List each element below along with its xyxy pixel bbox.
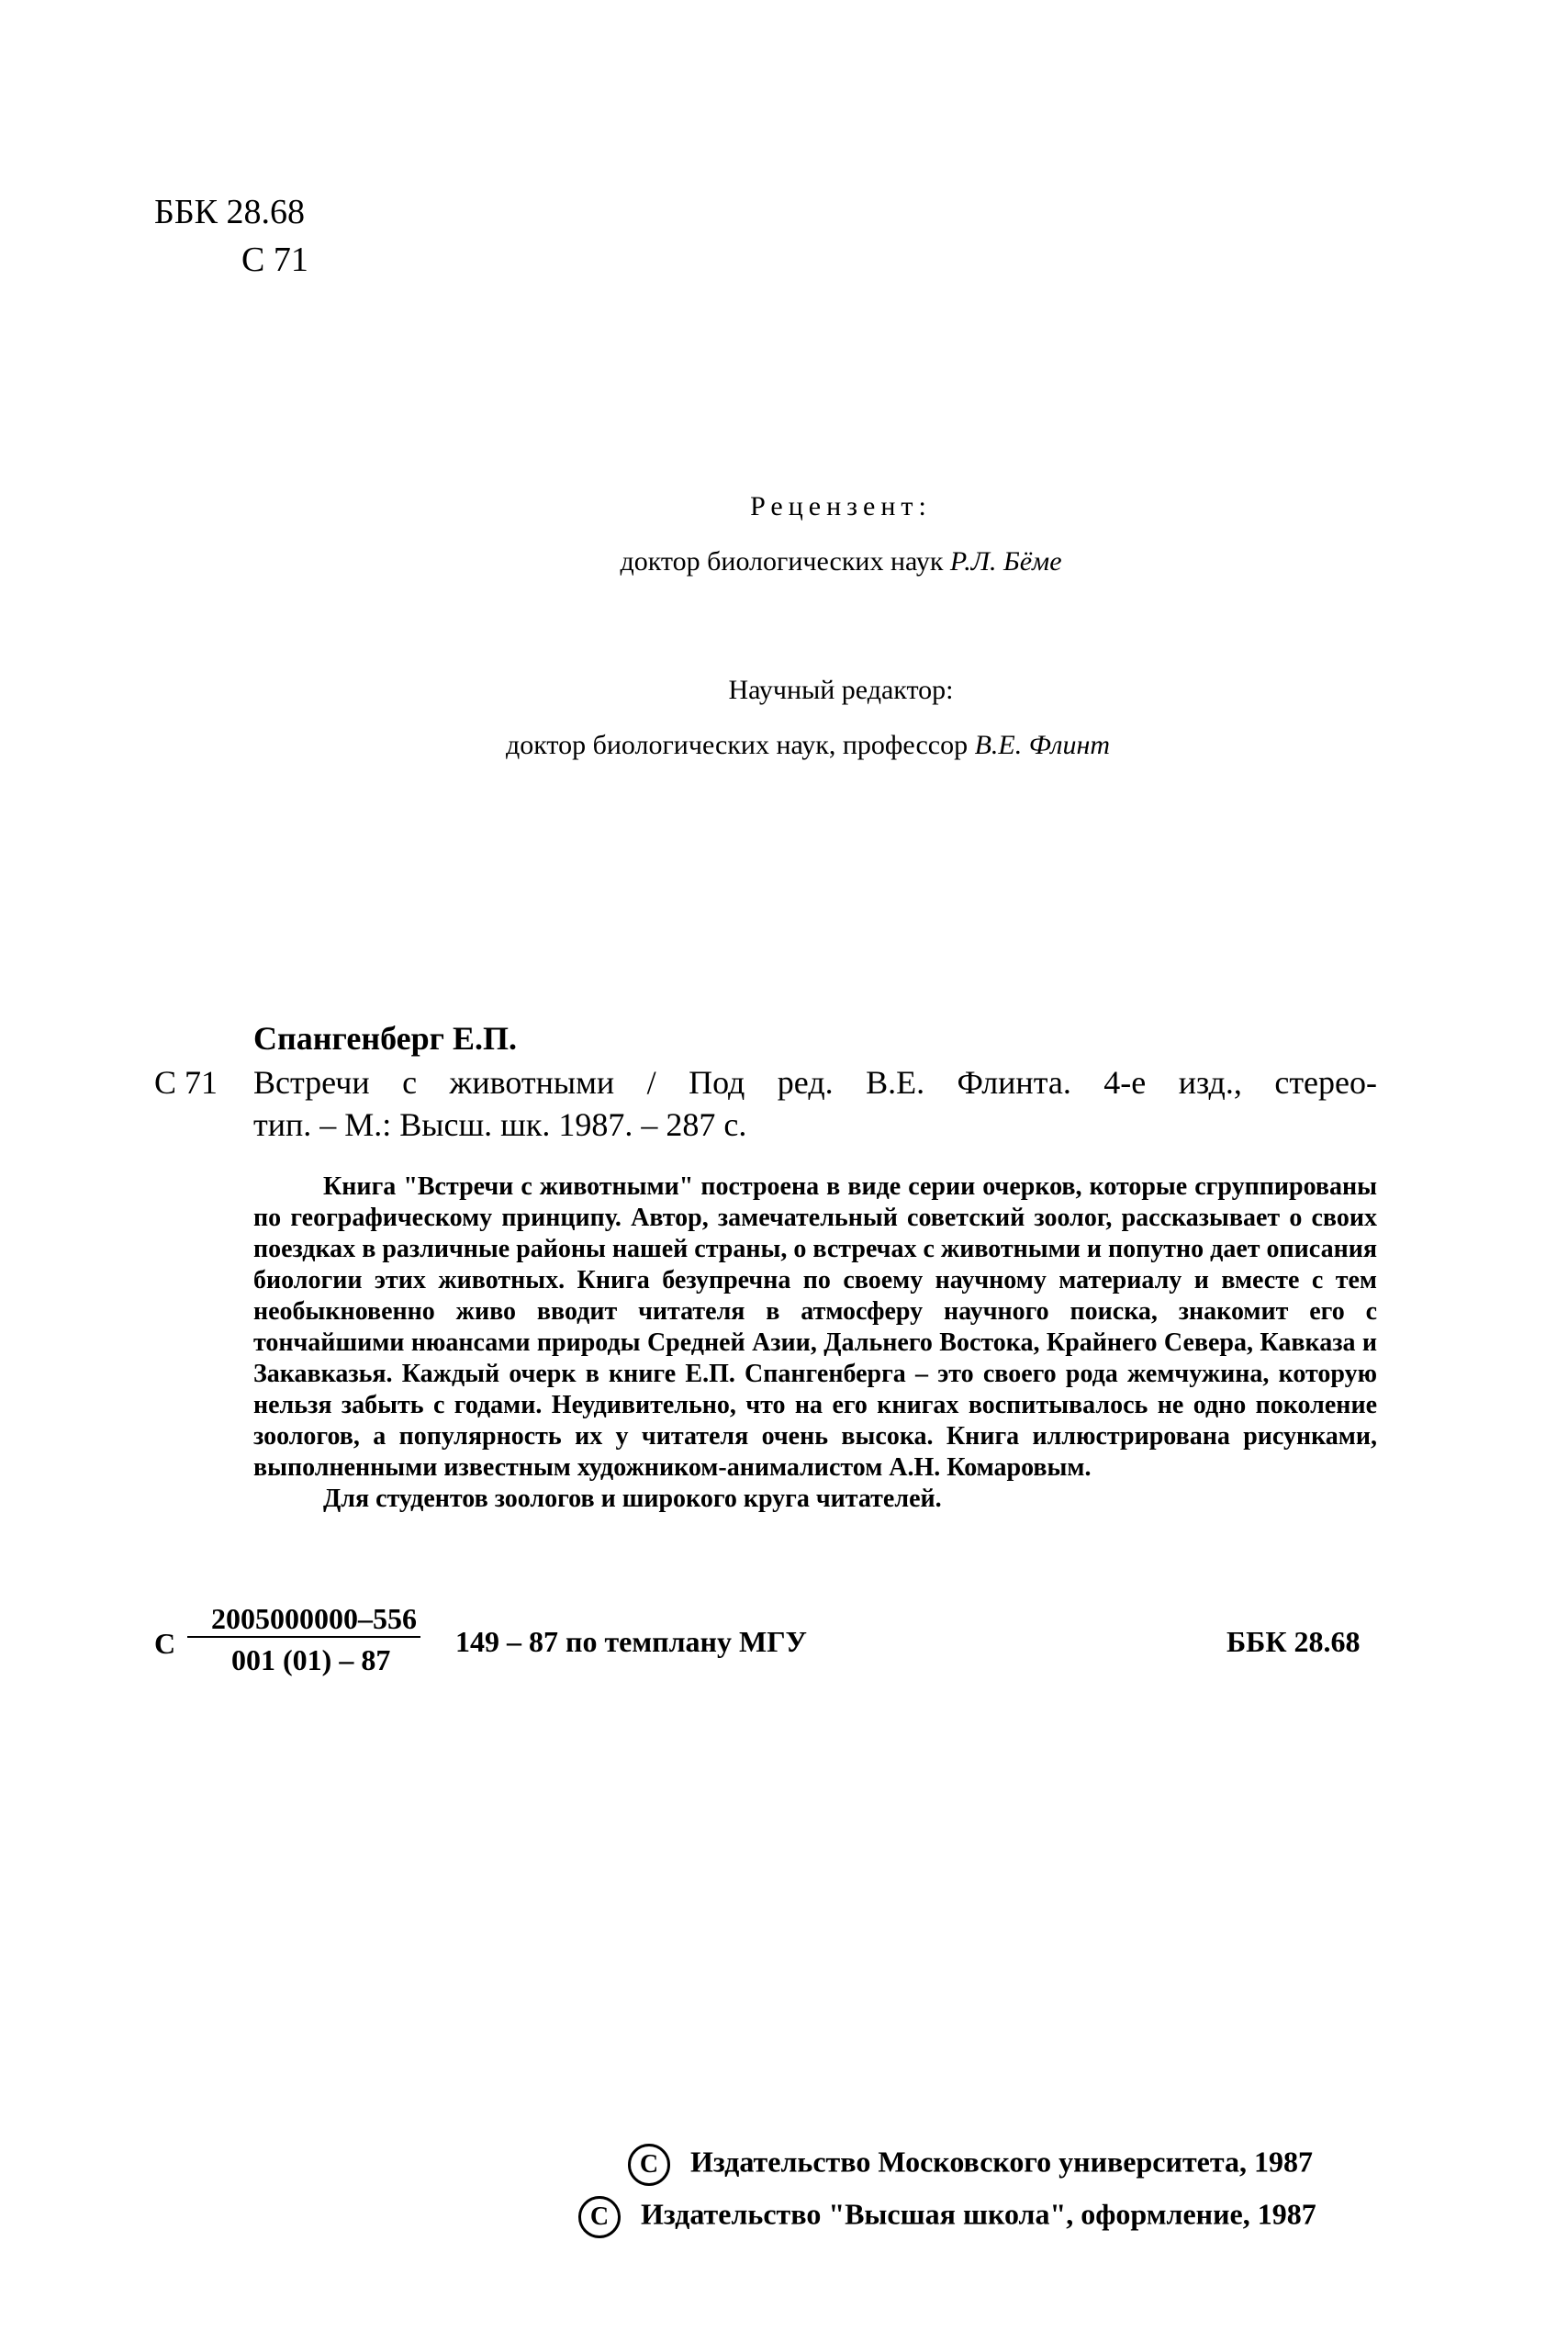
index-bbk: ББК 28.68 [1226,1625,1361,1658]
copyright-line-2 [578,2196,1316,2238]
catalog-author: Спангенберг Е.П. [253,1020,517,1057]
copyright-icon: C [578,2196,621,2238]
editor-degree: доктор биологических наук, профессор [505,730,969,760]
catalog-mark: С 71 [154,1064,218,1101]
index-fraction [187,1602,420,1677]
index-numerator: 2005000000–556 [187,1602,420,1638]
reviewer-name: Р.Л. Бёме [949,546,1062,577]
author-mark: С 71 [241,241,308,279]
editor-line [24,730,1568,761]
copyright-text-2: Издательство "Высшая школа", оформление, 1987 [641,2197,1316,2231]
annotation-audience: Для студентов зоологов и широкого круга читателей. [323,1485,942,1513]
annotation-text: Книга "Встречи с животными" построена в виде серии очерков, которые сгруппированы по географическому принципу. Автор, замечательный советский зоолог, рассказывает о своих поездках в различные районы нашей страны, о встречах с животными и попутно дает описания биологии этих животных. Книга безупречна по своему научному материалу и вместе с тем необыкновенно живо вводит читателя в атмосферу научного поиска, знакомит его с тончайшими нюансами природы Средней Азии, Дальнего Востока, Крайнего Севера, Кавказа и Закавказья. Каждый очерк в книге Е.П. Спангенберга – это своего рода жемчужина, которую нельзя забыть с годами. Неудивительно, что на его книгах воспитывалось не одно поколение зоологов, а популярность их у читателя очень высока. Книга иллюстрирована рисунками, выполненными известным художником-анималистом А.Н. Комаровым. [253,1172,1377,1482]
copyright-text-1: Издательство Московского университета, 1987 [690,2145,1313,2179]
index-letter: С [154,1627,176,1660]
copyright-icon: C [628,2144,670,2186]
bbk-code: ББК 28.68 [154,193,305,231]
index-denominator: 001 (01) – 87 [231,1643,391,1676]
catalog-title-line1: Встречи с животными / Под ред. В.Е. Флинта. 4-е изд., стерео- [253,1064,1377,1101]
copyright-line-1 [628,2144,1313,2186]
editor-label: Научный редактор: [728,675,954,705]
reviewer-line [57,546,1568,577]
index-plan: 149 – 87 по темплану МГУ [455,1625,808,1658]
reviewer-degree: доктор биологических наук [620,546,944,577]
editor-name: В.Е. Флинт [974,730,1111,760]
reviewer-label: Рецензент: [750,491,932,521]
annotation [253,1171,1377,1515]
bbk-block [154,188,308,284]
catalog-title-line2: тип. – М.: Высш. шк. 1987. – 287 с. [253,1106,747,1143]
